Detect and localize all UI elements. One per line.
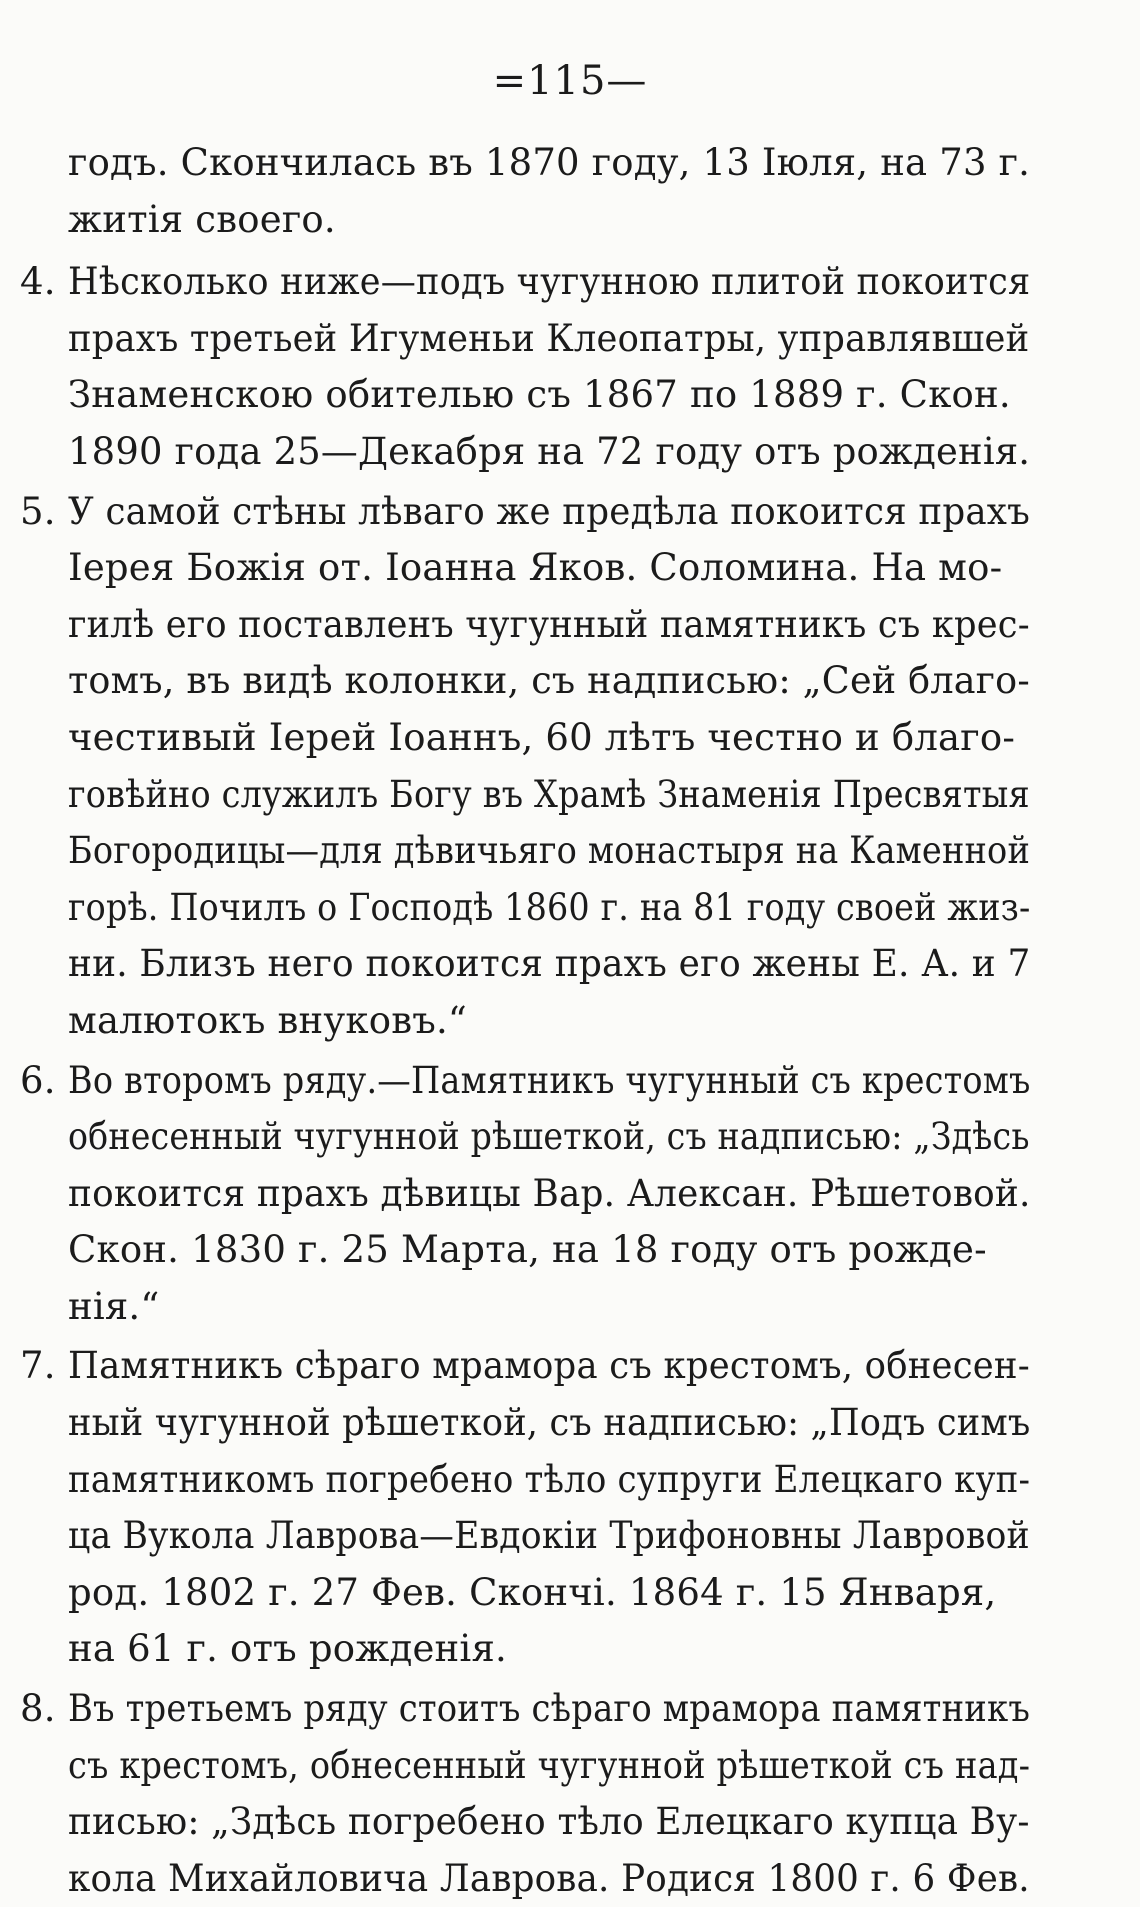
text-line: ный чугунной рѣшеткой, съ надписью: „Подъ симъ	[68, 1401, 1031, 1445]
text-line: говѣйно служилъ Богу въ Храмѣ Знаменія Пресвятыя	[68, 772, 1030, 816]
text-line: житія своего.	[68, 197, 336, 241]
list-item	[20, 1053, 1030, 1336]
list-item	[20, 1681, 1030, 1907]
text-line: горѣ. Почилъ о Господѣ 1860 г. на 81 году своей жиз-	[68, 885, 1031, 929]
text-line: на 61 г. отъ рожденія.	[68, 1627, 507, 1671]
text-line: честивый Іерей Іоаннъ, 60 лѣтъ честно и благо-	[68, 715, 1016, 759]
text-line: У самой стѣны лѣваго же предѣла покоится прахъ	[68, 489, 1030, 533]
text-line: томъ, въ видѣ колонки, съ надписью: „Сей благо-	[68, 659, 1030, 703]
text-line: ни. Близъ него покоится прахъ его жены Е. А. и 7	[68, 942, 1031, 986]
text-line: ца Вукола Лаврова—Евдокіи Трифоновны Лавровой	[68, 1514, 1030, 1558]
text-line: памятникомъ погребено тѣло супруги Елецкаго куп-	[68, 1457, 1031, 1501]
text-line: малютокъ внуковъ.“	[68, 998, 468, 1042]
text-line: покоится прахъ дѣвицы Вар. Алексан. Рѣшетовой.	[68, 1171, 1031, 1215]
text-line: Знаменскою обителью съ 1867 по 1889 г. Скон.	[68, 373, 1011, 417]
item-number: 8.	[20, 1687, 56, 1731]
text-line: нія.“	[68, 1284, 160, 1328]
text-line: кола Михайловича Лаврова. Родися 1800 г. 6 Фев.	[68, 1856, 1030, 1900]
continuation-paragraph	[20, 135, 1030, 248]
page-body	[20, 135, 1030, 1907]
item-number: 7.	[20, 1344, 56, 1388]
list-item	[20, 254, 1030, 480]
page-number: =115—	[492, 58, 648, 104]
text-line: гилѣ его поставленъ чугунный памятникъ съ крес-	[68, 602, 1030, 646]
text-line: Нѣсколько ниже—подъ чугунною плитой покоится	[68, 260, 1031, 304]
list-item	[20, 484, 1030, 1050]
text-line: род. 1802 г. 27 Фев. Скончі. 1864 г. 15 Января,	[68, 1570, 997, 1614]
text-line: Въ третьемъ ряду стоитъ сѣраго мрамора памятникъ	[68, 1687, 1031, 1731]
text-line: Скон. 1830 г. 25 Марта, на 18 году отъ рожде-	[68, 1228, 987, 1272]
text-line: Во второмъ ряду.—Памятникъ чугунный съ крестомъ	[68, 1058, 1031, 1102]
item-number: 4.	[20, 260, 56, 304]
text-line: годъ. Скончилась въ 1870 году, 13 Іюля, на 73 г.	[68, 141, 1031, 184]
text-line: обнесенный чугунной рѣшеткой, съ надписью: „Здѣсь	[68, 1115, 1030, 1159]
text-line: прахъ третьей Игуменьи Клеопатры, управлявшей	[68, 316, 1030, 360]
text-line: писью: „Здѣсь погребено тѣло Елецкаго купца Ву-	[68, 1800, 1030, 1844]
text-line: съ крестомъ, обнесенный чугунной рѣшеткой съ над-	[68, 1743, 1031, 1787]
text-line: Богородицы—для дѣвичьяго монастыря на Каменной	[68, 829, 1031, 873]
item-number: 6.	[20, 1058, 56, 1102]
text-line: Іерея Божія от. Іоанна Яков. Соломина. На мо-	[68, 546, 1003, 590]
text-line: 1890 года 25—Декабря на 72 году отъ рожденія.	[68, 429, 1031, 473]
item-number: 5.	[20, 489, 56, 533]
list-item	[20, 1338, 1030, 1678]
text-line: Памятникъ сѣраго мрамора съ крестомъ, обнесен-	[68, 1344, 1030, 1388]
